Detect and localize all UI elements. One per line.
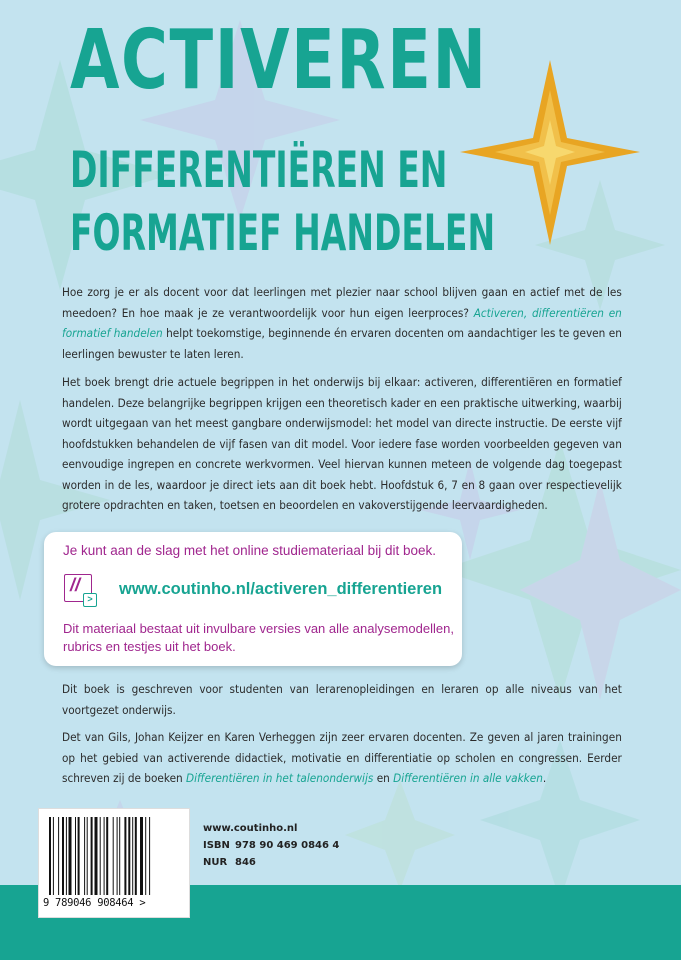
callout-description: Dit materiaal bestaat uit invulbare versies van alle analysemodellen, rubrics en testjes uit het boek. [63,621,454,654]
description-paragraph: Het boek brengt drie actuele begrippen in het onderwijs bij elkaar: activeren, differentiëren en formatief handelen. Deze belangrijke begrippen krijgen een theoretisch kader en een praktische uitwerking, waarbij wordt uitgegaan van het meest gangbare onderwijsmodel: het model van directe instructie. De eerste vijf hoofdstukken behandelen de vijf fasen van dit model. Voor iedere fase worden voorbeelden gegeven van eenvoudige ingrepen en concrete werkvormen. Veel hiervan kunnen meteen de volgende dag toegepast worden in de les, waardoor je direct iets aan dit boek hebt. Hoofdstuk 6, 7 en 8 gaan over respectievelijk grotere opdrachten en taken, toetsen en beoordelen en vakoverstijgende leervaardigheden. [62,376,622,512]
title-activeren: ACTIVEREN [70,13,488,108]
barcode-number: 9 789046 908464 > [43,897,146,909]
nur-value: 846 [235,857,256,868]
callout-intro: Je kunt aan de slag met het online studiemateriaal bij dit boek. [63,543,436,558]
gold-star-icon [455,60,640,245]
study-material-link[interactable]: www.coutinho.nl/activeren_differentieren [119,580,443,598]
book-title-emphasis: Activeren, differentiëren en formatief handelen [62,306,622,340]
previous-book-2: Differentiëren in alle vakken [393,772,543,785]
logo-slashes: // [70,575,81,595]
publisher-site: www.coutinho.nl [203,823,298,834]
authors-text: Det van Gils, Johan Keijzer en Karen Verheggen zijn zeer ervaren docenten. Ze geven al jaren trainingen op het gebied van activerende didactiek, motivatie en differentiatie op scholen en congressen. Eerder schreven zij de boeken [62,731,622,785]
title-differentieren: DIFFERENTIËREN EN [70,141,448,199]
nur-label: NUR [203,857,228,868]
intro-paragraph [62,283,622,365]
isbn-label: ISBN [203,840,230,851]
coutinho-link-icon [64,574,92,602]
authors-paragraph [62,728,622,790]
intro-text-a: Hoe zorg je er als docent voor dat leerlingen met plezier naar school blijven gaan en actief met de les meedoen? En hoe maak je ze verantwoordelijk voor hun eigen leerproces? [62,286,622,320]
audience-paragraph: Dit boek is geschreven voor studenten van lerarenopleidingen en leraren op alle niveaus van het voortgezet onderwijs. [62,683,622,717]
authors-text-mid: en [373,772,394,785]
isbn-value: 978 90 469 0846 4 [235,840,340,851]
barcode-bars [49,817,181,895]
imprint [203,820,339,871]
arrow-icon: > [83,593,97,607]
isbn-row [203,837,339,854]
title-formatief-handelen: FORMATIEF HANDELEN [70,204,496,262]
authors-text-end: . [542,772,547,785]
online-material-callout [44,532,462,666]
nur-row [203,854,339,871]
intro-text-b: helpt toekomstige, beginnende én ervaren docenten om aandachtiger les te geven en leerlingen bewuster te laten leren. [62,327,622,361]
previous-book-1: Differentiëren in het talenonderwijs [186,772,374,785]
barcode [38,808,190,918]
